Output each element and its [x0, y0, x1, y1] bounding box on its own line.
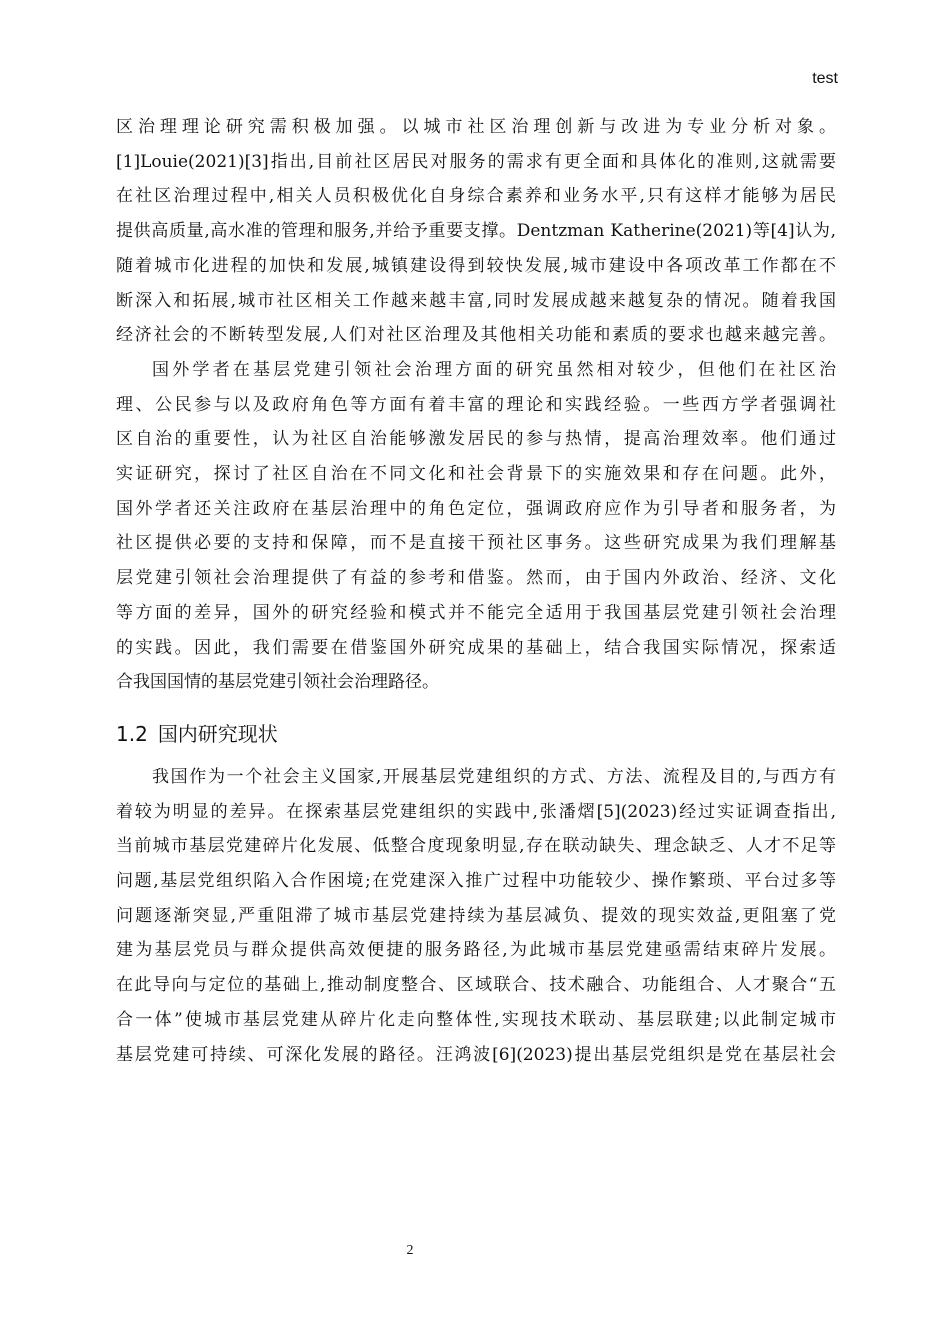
text-line: 的实践。因此，我们需要在借鉴国外研究成果的基础上，结合我国实际情况，探索适	[116, 637, 836, 658]
text-line: 合一体”使城市基层党建从碎片化走向整体性,实现技术联动、基层联建;以此制定城市	[116, 1009, 836, 1030]
text-line: 提供高质量,高水准的管理和服务,并给予重要支撑。Dentzman Katherine(2021)等[4]认为,	[116, 221, 836, 242]
text-line: 层党建引领社会治理提供了有益的参考和借鉴。然而，由于国内外政治、经济、文化	[116, 568, 836, 589]
text-line: 建为基层党员与群众提供高效便捷的服务路径,为此城市基层党建亟需结束碎片发展。	[116, 940, 836, 961]
paragraph-2	[116, 353, 836, 700]
page-header: test	[812, 70, 838, 87]
text-line: 国外学者在基层党建引领社会治理方面的研究虽然相对较少，但他们在社区治	[152, 359, 836, 380]
text-line: 经济社会的不断转型发展,人们对社区治理及其他相关功能和素质的要求也越来越完善。	[116, 325, 836, 346]
paragraph-3	[116, 760, 836, 1072]
text-line: 区自治的重要性，认为社区自治能够激发居民的参与热情，提高治理效率。他们通过	[116, 429, 836, 450]
document-body	[116, 110, 836, 1072]
text-line: 基层党建可持续、可深化发展的路径。汪鸿波[6](2023)提出基层党组织是党在基层社会	[116, 1044, 836, 1065]
text-line: 社区提供必要的支持和保障，而不是直接干预社区事务。这些研究成果为我们理解基	[116, 533, 836, 554]
section-title: 国内研究现状	[157, 721, 278, 746]
text-line: 区治理理论研究需积极加强。以城市社区治理创新与改进为专业分析对象。	[116, 117, 836, 137]
page-footer	[0, 1243, 950, 1259]
text-line: 我国作为一个社会主义国家,开展基层党建组织的方式、方法、流程及目的,与西方有	[152, 766, 836, 787]
text-line: 随着城市化进程的加快和发展,城镇建设得到较快发展,城市建设中各项改革工作都在不	[116, 255, 836, 276]
text-line: 问题,基层党组织陷入合作困境;在党建深入推广过程中功能较少、操作繁琐、平台过多等	[116, 871, 836, 892]
text-line: 在社区治理过程中,相关人员积极优化自身综合素养和业务水平,只有这样才能够为居民	[116, 186, 836, 207]
text-line: 着较为明显的差异。在探索基层党建组织的实践中,张潘熠[5](2023)经过实证调查指出,	[116, 801, 836, 822]
page-number: 2	[406, 1243, 414, 1258]
text-line: 理、公民参与以及政府角色等方面有着丰富的理论和实践经验。一些西方学者强调社	[116, 394, 836, 415]
section-number: 1.2	[116, 721, 148, 746]
text-line: 在此导向与定位的基础上,推动制度整合、区域联合、技术融合、功能组合、人才聚合“五	[116, 975, 836, 996]
text-line: [1]Louie(2021)[3]指出,目前社区居民对服务的需求有更全面和具体化的准则,这就需要	[116, 151, 836, 172]
text-line: 断深入和拓展,城市社区相关工作越来越丰富,同时发展成越来越复杂的情况。随着我国	[116, 290, 836, 311]
text-line: 国外学者还关注政府在基层治理中的角色定位，强调政府应作为引导者和服务者，为	[116, 498, 836, 519]
section-heading	[116, 718, 836, 750]
paragraph-1	[116, 110, 836, 353]
text-line: 当前城市基层党建碎片化发展、低整合度现象明显,存在联动缺失、理念缺乏、人才不足等	[116, 836, 836, 857]
text-line: 实证研究，探讨了社区自治在不同文化和社会背景下的实施效果和存在问题。此外，	[116, 464, 836, 485]
text-line: 等方面的差异，国外的研究经验和模式并不能完全适用于我国基层党建引领社会治理	[116, 602, 836, 623]
text-line: 合我国国情的基层党建引领社会治理路径。	[116, 672, 439, 693]
text-line: 问题逐渐突显,严重阻滞了城市基层党建持续为基层减负、提效的现实效益,更阻塞了党	[116, 905, 836, 926]
